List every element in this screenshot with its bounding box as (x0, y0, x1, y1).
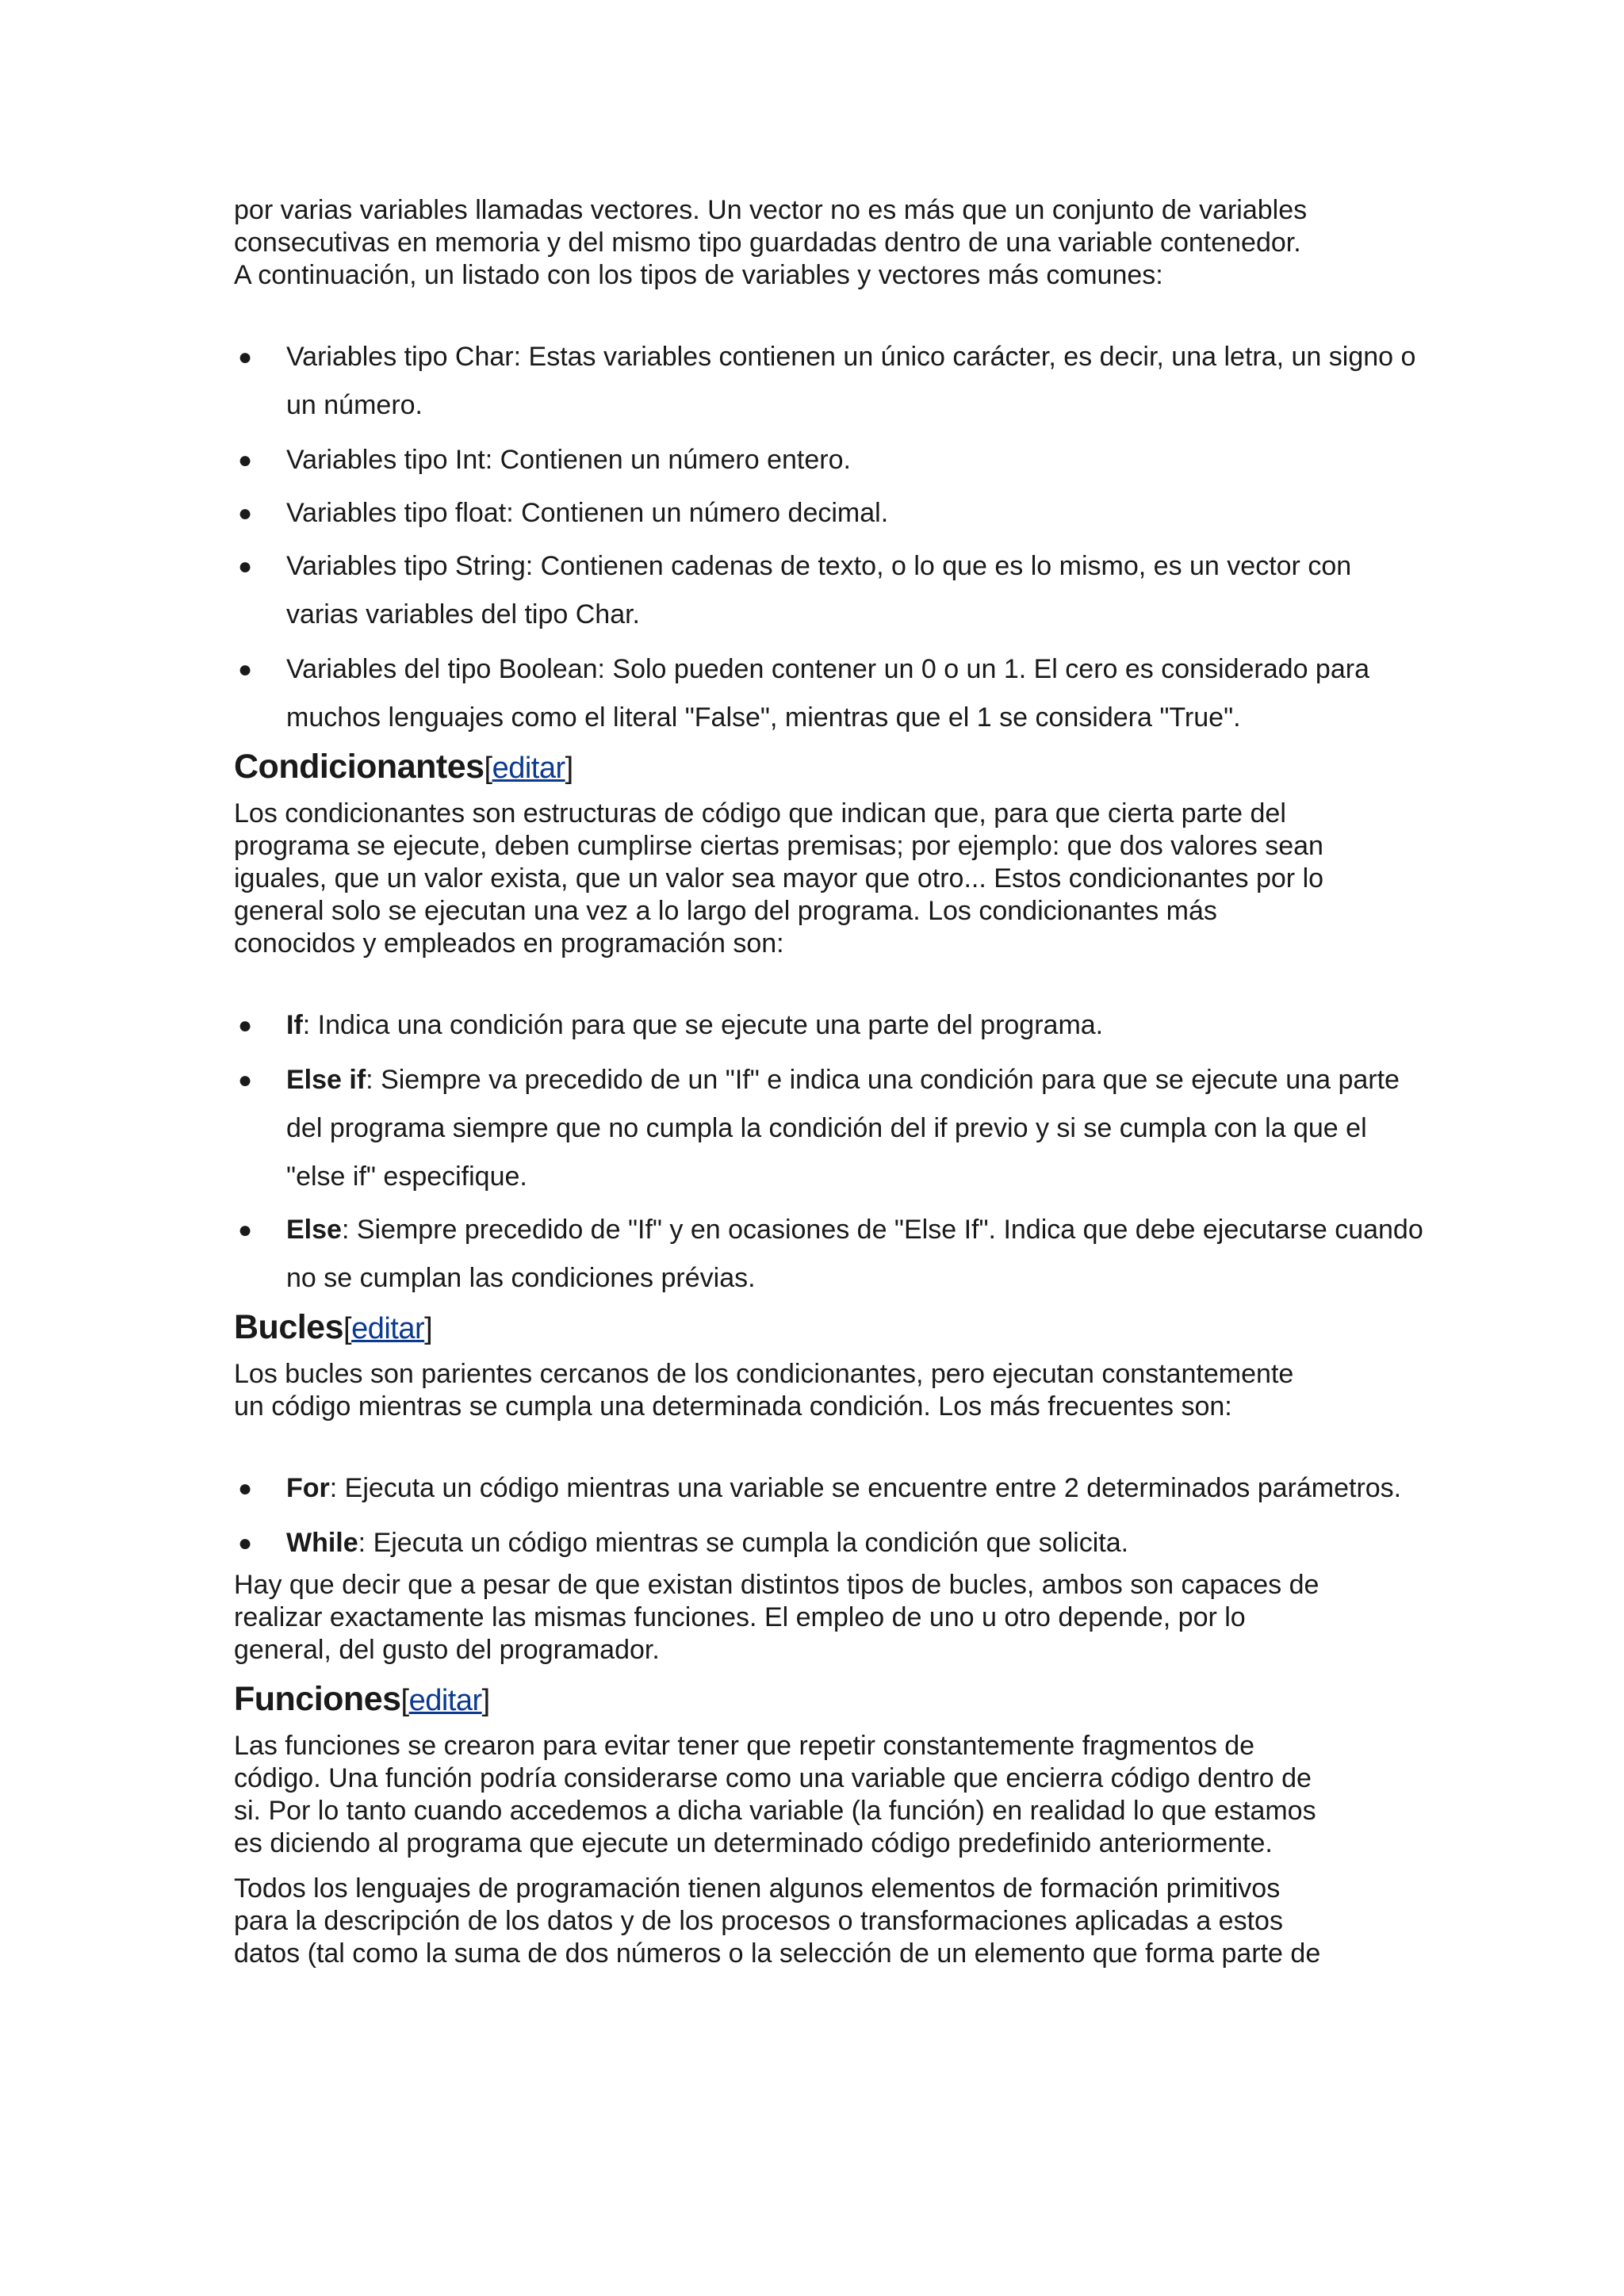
bullet-icon: ● (238, 1012, 253, 1039)
bullet-icon: ● (238, 1475, 253, 1502)
bullet-icon: ● (238, 447, 253, 473)
intro-line: por varias variables llamadas vectores. Un vector no es más que un conjunto de variables (234, 195, 1308, 225)
document-page (234, 194, 1423, 1970)
section-heading-funciones: Funciones[editar] (234, 1680, 490, 1718)
condicionantes-paragraph: Los condicionantes son estructuras de código que indican que, para que cierta parte del programa se ejecute, deben cumplirse ciertas premisas; por ejemplo: que dos valores sean iguales, que un valor exista, que un valor sea mayor que otro... Estos condicionantes por lo general solo se ejecutan una vez a lo largo del programa. Los condicionantes más conocidos y empleados en programación son: (234, 798, 1324, 959)
intro-line: consecutivas en memoria y del mismo tipo guardadas dentro de una variable contenedor. (234, 228, 1301, 258)
list-item: ● Variables tipo Int: Contienen un número entero. (234, 436, 1423, 484)
intro-paragraph (234, 194, 1423, 292)
funciones-paragraph-2: Todos los lenguajes de programación tienen algunos elementos de formación primitivos para la descripción de los datos y de los procesos o transformaciones aplicadas a estos datos (tal como la suma de dos números o la selección de un elemento que forma parte de (234, 1873, 1321, 1969)
list-item: ● While: Ejecuta un código mientras se cumpla la condición que solicita. (234, 1519, 1423, 1567)
list-item: ● Variables tipo float: Contienen un número decimal. (234, 489, 1423, 538)
list-item: ● For: Ejecuta un código mientras una variable se encuentre entre 2 determinados parámetros. (234, 1464, 1423, 1513)
edit-link[interactable]: editar (492, 752, 565, 785)
edit-link[interactable]: editar (351, 1312, 425, 1345)
bullet-icon: ● (238, 344, 253, 370)
list-item: ● Variables tipo String: Contienen cadenas de texto, o lo que es lo mismo, es un vector con varias variables del tipo Char. (234, 542, 1423, 639)
list-item: ● Else: Siempre precedido de "If" y en ocasiones de "Else If". Indica que debe ejecutarse cuando no se cumplan las condiciones prévias. (234, 1206, 1423, 1303)
bullet-icon: ● (238, 1530, 253, 1556)
bucles-list (234, 1464, 1423, 1567)
variables-list (234, 333, 1423, 742)
funciones-paragraph: Las funciones se crearon para evitar tener que repetir constantemente fragmentos de código. Una función podría considerarse como una variable que encierra código dentro de si. Por lo tanto cuando accedemos a dicha variable (la función) en realidad lo que estamos es diciendo al programa que ejecute un determinado código predefinido anteriormente. (234, 1731, 1316, 1858)
list-item: ● Else if: Siempre va precedido de un "If" e indica una condición para que se ejecute una parte del programa siempre que no cumpla la condición del if previo y si se cumpla con la que el "else if" especifique. (234, 1056, 1423, 1201)
list-item: ● Variables del tipo Boolean: Solo pueden contener un 0 o un 1. El cero es considerado para muchos lenguajes como el literal "False", mientras que el 1 se considera "True". (234, 645, 1423, 742)
bullet-icon: ● (238, 1067, 253, 1093)
bullet-icon: ● (238, 553, 253, 580)
list-item: ● Variables tipo Char: Estas variables contienen un único carácter, es decir, una letra, un signo o un número. (234, 333, 1423, 430)
bullet-icon: ● (238, 1217, 253, 1243)
bullet-icon: ● (238, 500, 253, 526)
edit-link[interactable]: editar (408, 1684, 482, 1717)
bucles-paragraph: Los bucles son parientes cercanos de los condicionantes, pero ejecutan constantemente un código mientras se cumpla una determinada condición. Los más frecuentes son: (234, 1359, 1294, 1422)
bullet-icon: ● (238, 656, 253, 683)
intro-line: A continuación, un listado con los tipos de variables y vectores más comunes: (234, 260, 1163, 290)
bucles-after-paragraph: Hay que decir que a pesar de que existan distintos tipos de bucles, ambos son capaces de realizar exactamente las mismas funciones. El empleo de uno u otro depende, por lo general, del gusto del programador. (234, 1570, 1320, 1665)
list-item: ● If: Indica una condición para que se ejecute una parte del programa. (234, 1001, 1423, 1050)
condicionantes-list (234, 1001, 1423, 1303)
section-heading-bucles: Bucles[editar] (234, 1308, 433, 1346)
section-heading-condicionantes: Condicionantes[editar] (234, 748, 573, 786)
